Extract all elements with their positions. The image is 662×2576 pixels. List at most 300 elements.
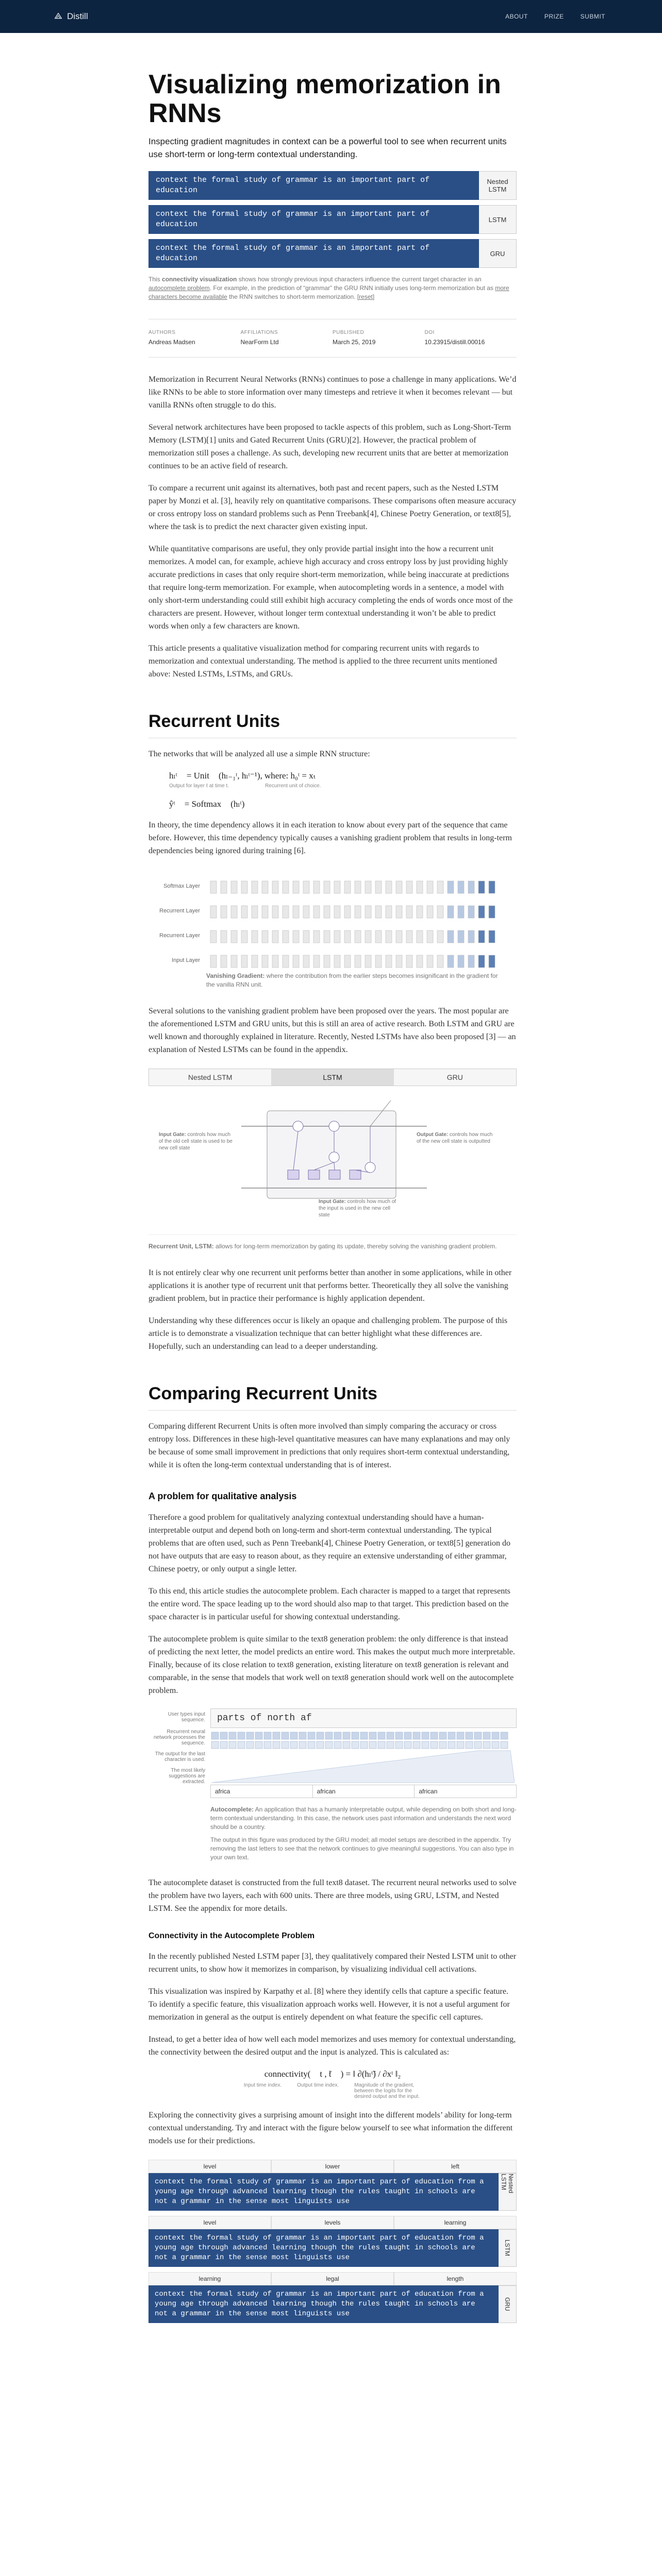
network-cell xyxy=(211,1741,219,1749)
network-cell xyxy=(255,1732,262,1739)
author-name[interactable]: Andreas Madsen xyxy=(148,338,195,346)
grid-cell xyxy=(478,906,485,918)
grid-cell xyxy=(334,955,340,968)
autocomplete-caption xyxy=(210,1805,517,1832)
tab-lstm[interactable]: LSTM xyxy=(271,1069,393,1086)
connectivity-equation xyxy=(148,2069,517,2099)
grid-cell xyxy=(365,930,371,943)
suggestion-head[interactable]: level xyxy=(148,2216,271,2229)
caption-bold: Vanishing Gradient: xyxy=(206,972,265,979)
tab-nested-lstm[interactable]: Nested LSTM xyxy=(149,1069,271,1086)
grid-cell xyxy=(324,881,330,893)
grid-cell xyxy=(437,955,443,968)
grid-cell xyxy=(417,881,423,893)
grid-cell xyxy=(489,906,495,918)
network-cell xyxy=(457,1732,464,1739)
grid-cell xyxy=(458,906,464,918)
grid-cell xyxy=(262,881,268,893)
grid-cell xyxy=(283,906,289,918)
network-cell xyxy=(369,1741,376,1749)
layer-label: Input Layer xyxy=(171,957,200,963)
network-cell xyxy=(369,1732,376,1739)
caption-text: allows for long-term memorization by gating its update, thereby solving the vanishing gradient problem. xyxy=(213,1243,497,1250)
published-date: March 25, 2019 xyxy=(333,338,376,346)
intro-paragraph: This article presents a qualitative visualization method for comparing recurrent units with regards to memorization and contextual understanding. The method is applied to the three recurrent units mentioned above: Nested LSTMs, LSTMs, and GRUs. xyxy=(148,644,497,679)
grid-cell xyxy=(458,881,464,893)
grid-cell xyxy=(468,881,474,893)
conn-eq-lhs: connectivity( xyxy=(264,2069,311,2079)
nav-submit[interactable]: SUBMIT xyxy=(580,13,605,20)
logo[interactable] xyxy=(54,11,88,22)
conn-row-label xyxy=(499,2173,517,2211)
caption-text: shows how strongly previous input characters influence the current target character in an xyxy=(237,276,482,283)
grid-cell xyxy=(344,955,351,968)
network-cell xyxy=(211,1732,219,1739)
conn-sentence[interactable]: context the formal study of grammar is an important part of education from a young age through advanced learning though the rules taught in schools are not a grammar in the sense most linguists use xyxy=(148,2229,499,2267)
grid-cell xyxy=(406,955,412,968)
network-cell xyxy=(439,1732,446,1739)
grid-cell xyxy=(221,955,227,968)
grid-cell xyxy=(396,930,402,943)
grid-cell xyxy=(355,881,361,893)
top-nav xyxy=(0,0,662,33)
grid-cell xyxy=(365,906,371,918)
grid-cell xyxy=(468,930,474,943)
nav-about[interactable]: ABOUT xyxy=(505,13,528,20)
network-cell xyxy=(378,1732,385,1739)
caption-bold: Autocomplete: xyxy=(210,1806,254,1813)
network-cell xyxy=(229,1732,236,1739)
grid-cell xyxy=(252,955,258,968)
layer-label: Recurrent Layer xyxy=(159,933,200,939)
network-cell xyxy=(273,1732,280,1739)
nav-links xyxy=(505,13,605,20)
grid-cell xyxy=(375,955,382,968)
network-cell xyxy=(238,1741,245,1749)
grid-cell xyxy=(324,906,330,918)
grid-cell xyxy=(386,881,392,893)
suggestion[interactable]: african xyxy=(313,1785,415,1798)
caption-link-autocomplete[interactable]: autocomplete problem xyxy=(148,284,210,292)
conn-eq-args: t , ̃t xyxy=(320,2069,332,2079)
grid-cell xyxy=(355,906,361,918)
hero-sentence[interactable]: context the formal study of grammar is an important part of education xyxy=(148,205,479,234)
grid-cell xyxy=(448,930,454,943)
paragraph: Understanding why these differences occur is likely an opaque and challenging problem. The purpose of this article is to demonstrate a visualization technique that can better highlight what these differences are. Hopefully, such an understanding can lead to a deeper understanding. xyxy=(148,1316,508,1351)
grid-cell xyxy=(293,930,299,943)
caption-text: where the contribution from the earlier steps becomes insignificant in the gradient for the vanilla RNN unit. xyxy=(206,972,498,988)
grid-cell xyxy=(241,881,247,893)
grid-cell xyxy=(231,930,237,943)
network-cell xyxy=(492,1741,499,1749)
grid-cell xyxy=(293,955,299,968)
grid-cell xyxy=(283,881,289,893)
network-cell xyxy=(395,1741,403,1749)
affiliation[interactable]: NearForm Ltd xyxy=(240,338,279,346)
grid-cell xyxy=(313,955,320,968)
network-cell xyxy=(448,1741,455,1749)
grid-cell xyxy=(210,955,217,968)
conn-label-text: LSTM xyxy=(504,2240,511,2257)
suggestion-head[interactable]: left xyxy=(394,2160,517,2173)
grid-cell xyxy=(231,906,237,918)
network-cell xyxy=(325,1732,333,1739)
network-cell xyxy=(282,1741,289,1749)
paragraph: To this end, this article studies the autocomplete problem. Each character is mapped to a target that represents the entire word. The space leading up to the word should also map to that target. This prediction based on the space character is in particular useful for showing contextual understanding. xyxy=(148,1587,510,1621)
step-note: The output for the last character is used. xyxy=(155,1751,205,1762)
grid-cell xyxy=(427,930,433,943)
hero-row[interactable] xyxy=(148,239,517,268)
network-cell xyxy=(492,1732,499,1739)
network-cell xyxy=(308,1741,315,1749)
grid-cell xyxy=(303,955,309,968)
hero-row-label: Nested LSTM xyxy=(479,171,517,200)
subsection-heading-connectivity: Connectivity in the Autocomplete Problem xyxy=(148,1931,315,1940)
caption-text: This xyxy=(148,276,162,283)
paragraph: The autocomplete problem is quite similar to the text8 generation problem: the only difference is that instead of predicting the next letter, the model predicts an entire word. This makes the output much more interpretable. Finally, because of its close relation to text8 generation, existing literature on text8 generation is relevant and comparable, in the sense that models that work well on text8 generation should work well on the autocomplete problem. xyxy=(148,1635,515,1695)
suggestion-head[interactable]: lower xyxy=(271,2160,394,2173)
grid-cell xyxy=(241,955,247,968)
hero-figure xyxy=(148,171,517,301)
vanishing-gradient-figure[interactable] xyxy=(148,868,517,991)
grid-cell xyxy=(293,906,299,918)
step-note: The most likely suggestions are extracted. xyxy=(169,1768,205,1785)
network-cell xyxy=(308,1732,315,1739)
conn-row-label xyxy=(499,2229,517,2267)
conn-sentence[interactable]: context the formal study of grammar is an important part of education from a young age through advanced learning though the rules taught in schools are not a grammar in the sense most linguists use xyxy=(148,2285,499,2323)
grid-cell xyxy=(221,930,227,943)
autocomplete-steps xyxy=(148,1708,210,1862)
network-cell xyxy=(395,1732,403,1739)
network-cell xyxy=(290,1741,297,1749)
suggestion-head[interactable]: level xyxy=(148,2160,271,2173)
grid-cell xyxy=(334,906,340,918)
caption-bold: Recurrent Unit, LSTM: xyxy=(148,1243,214,1250)
grid-cell xyxy=(417,955,423,968)
hero-sentence[interactable]: context the formal study of grammar is an important part of education xyxy=(148,171,479,200)
paragraph: In the recently published Nested LSTM paper [3], they qualitatively compared their Nested LSTM unit to other recurrent units, to show how it memorizes in comparison, by visualizing individual cell activations. xyxy=(148,1952,517,1974)
grid-cell xyxy=(468,955,474,968)
step-note: Recurrent neural network processes the sequence. xyxy=(153,1729,205,1746)
network-cell xyxy=(299,1741,306,1749)
grid-cell xyxy=(437,930,443,943)
network-cell xyxy=(220,1741,227,1749)
grid-cell xyxy=(272,955,278,968)
grid-cell xyxy=(221,906,227,918)
network-cell xyxy=(439,1741,446,1749)
grid-cell xyxy=(489,881,495,893)
hero-row[interactable] xyxy=(148,205,517,234)
suggestion-heads xyxy=(148,2216,517,2229)
lstm-output-gate-note xyxy=(417,1131,494,1145)
network-cell xyxy=(387,1741,394,1749)
grid-cell xyxy=(231,955,237,968)
network-cell xyxy=(422,1741,429,1749)
eq1-note-unit: Recurrent unit of choice. xyxy=(265,783,321,789)
network-cell xyxy=(466,1741,473,1749)
network-cell xyxy=(404,1732,411,1739)
suggestion-fan xyxy=(211,1751,515,1783)
grid-cell xyxy=(313,906,320,918)
grid-cell xyxy=(375,930,382,943)
conn-row xyxy=(148,2229,517,2267)
network-cell xyxy=(501,1741,508,1749)
suggestion-heads xyxy=(148,2272,517,2285)
grid-cell xyxy=(303,881,309,893)
grid-cell xyxy=(252,930,258,943)
grid-cell xyxy=(272,906,278,918)
grid-cell xyxy=(221,881,227,893)
grid-cell xyxy=(252,906,258,918)
caption-text: . For example, in the prediction of “grammar” the GRU RNN initially uses long-term memorization but as xyxy=(209,284,495,292)
network-cell xyxy=(360,1732,368,1739)
grid-cell xyxy=(344,881,351,893)
conn-row-label xyxy=(499,2285,517,2323)
layer-label: Softmax Layer xyxy=(163,883,200,889)
grid-cell xyxy=(396,906,402,918)
grid-cell xyxy=(262,955,268,968)
conn-row xyxy=(148,2285,517,2323)
conn-note-input: Input time index. xyxy=(243,2082,282,2088)
grid-cell xyxy=(262,906,268,918)
network-cell xyxy=(246,1732,254,1739)
paragraph: The autocomplete dataset is constructed from the full text8 dataset. The recurrent neural networks used to solve the problem have two layers, each with 600 units. There are three models, using GRU, LSTM, and Nested LSTM. See the appendix for more details. xyxy=(148,1878,517,1913)
hero-sentence[interactable]: context the formal study of grammar is an important part of education xyxy=(148,239,479,268)
network-cell xyxy=(501,1732,508,1739)
paragraph: Several solutions to the vanishing gradient problem have been proposed over the years. The most popular are the aforementioned LSTM and GRU units, but this is still an area of active research. Both LSTM and GRU are well known and thoroughly explained in literature. Recently, Nested LSTMs have also been proposed [3] — an explanation of Nested LSTMs can be found in the appendix. xyxy=(148,1007,516,1054)
grid-cell xyxy=(396,955,402,968)
network-cell xyxy=(325,1741,333,1749)
section-heading-comparing: Comparing Recurrent Units xyxy=(148,1384,517,1411)
lstm-forget-gate-note xyxy=(319,1198,401,1218)
conn-eq-rhs: ) = ‖ ∂(hₗᵗ̃) / ∂xᵗ ‖₂ xyxy=(340,2069,401,2079)
grid-cell xyxy=(252,881,258,893)
lstm-diagram xyxy=(148,1090,517,1235)
suggestion-heads xyxy=(148,2160,517,2173)
conn-label-text: GRU xyxy=(504,2297,511,2311)
network-cell xyxy=(343,1732,350,1739)
eq1-lhs: hₗᵗ xyxy=(169,771,177,781)
network-cell xyxy=(264,1741,271,1749)
intro-paragraph: Memorization in Recurrent Neural Networks (RNNs) continues to pose a challenge in many applications. We’d like RNNs to be able to store information over many timesteps and retrieve it when it becomes relevant — but vanilla RNNs often struggle to do this. xyxy=(148,375,517,410)
intro-paragraph: Several network architectures have been proposed to tackle aspects of this problem, such as Long-Short-Term Memory (LSTM)[1] units and Gated Recurrent Units (GRU)[2]. However, the practical problem of memorization still poses a challenge. As such, developing new recurrent units that are better at memorization continues to be an active field of research. xyxy=(148,423,511,470)
caption-text: An application that has a humanly interpretable output, while depending on both short and long-term contextual understanding. In this case, the network uses past information and understands the next word should be a country. xyxy=(210,1806,517,1831)
note-text: controls how much of the new cell state is outputted xyxy=(417,1132,493,1144)
network-cell xyxy=(457,1741,464,1749)
doi-value[interactable]: 10.23915/distill.00016 xyxy=(424,338,485,346)
grid-cell xyxy=(478,930,485,943)
network-cell xyxy=(317,1741,324,1749)
grid-cell xyxy=(355,930,361,943)
reset-link[interactable]: [reset] xyxy=(357,293,375,300)
rnn-equation xyxy=(148,771,517,809)
grid-cell xyxy=(427,881,433,893)
paragraph: It is not entirely clear why one recurrent unit performs better than another in some applications, while in other applications it is another type of recurrent unit that performs better. Theoretically they all solve the vanishing gradient problem, but in practice their performance is highly application dependent. xyxy=(148,1268,512,1303)
note-text: controls how much of the old cell state is used to be new cell state xyxy=(159,1132,233,1151)
network-cell xyxy=(387,1732,394,1739)
grid-cell xyxy=(448,955,454,968)
network-cell xyxy=(466,1732,473,1739)
grid-cell xyxy=(334,930,340,943)
autocomplete-figure xyxy=(148,1708,517,1862)
conn-note-gradient: Magnitude of the gradient, between the logits for the desired output and the input. xyxy=(354,2082,420,2099)
grid-cell xyxy=(406,906,412,918)
suggestion-head[interactable]: learning xyxy=(394,2216,517,2229)
grid-cell xyxy=(375,881,382,893)
network-cell xyxy=(220,1732,227,1739)
autocomplete-caption-2: The output in this figure was produced by the GRU model; all model setups are described in the appendix. Try removing the last letters to see that the network continues to give meaningful suggestions. You can also type in your own text. xyxy=(210,1836,514,1861)
grid-cell xyxy=(303,906,309,918)
note-bold: Input Gate: xyxy=(319,1199,346,1205)
network-cell xyxy=(483,1732,490,1739)
autocomplete-main xyxy=(210,1708,517,1862)
grid-cell xyxy=(458,930,464,943)
caption-text: the RNN switches to short-term memorization. xyxy=(227,293,357,300)
paragraph: The networks that will be analyzed all use a simple RNN structure: xyxy=(148,750,370,758)
network-cell xyxy=(431,1741,438,1749)
grid-cell xyxy=(489,955,495,968)
conn-note-output: Output time index. xyxy=(297,2082,339,2088)
paragraph: In theory, the time dependency allows it in each iteration to know about every part of the sequence that came before. However, this time dependency typically causes a vanishing gradient problem that results in long-term dependencies being ignored during training [6]. xyxy=(148,821,512,855)
grid-cell xyxy=(231,881,237,893)
network-cell xyxy=(334,1741,341,1749)
tab-gru[interactable]: GRU xyxy=(394,1069,516,1086)
gradient-grid xyxy=(206,875,516,973)
grid-cell xyxy=(437,881,443,893)
eq1-args: (hₗ₋₁ᵗ, hₗᵗ⁻¹), where: h₀ᵗ = xₜ xyxy=(218,771,316,781)
byline xyxy=(148,319,517,358)
autocomplete-input[interactable]: parts of north af xyxy=(210,1708,517,1728)
grid-cell xyxy=(489,930,495,943)
affiliations-heading: AFFILIATIONS xyxy=(240,330,278,335)
grid-cell xyxy=(241,906,247,918)
layer-label: Recurrent Layer xyxy=(159,908,200,914)
network-cell xyxy=(474,1732,482,1739)
network-cell xyxy=(264,1732,271,1739)
grid-cell xyxy=(417,906,423,918)
page-title: Visualizing memorization in RNNs xyxy=(148,70,501,128)
grid-cell xyxy=(448,881,454,893)
grid-cell xyxy=(437,906,443,918)
subsection-heading: A problem for qualitative analysis xyxy=(148,1491,297,1501)
grid-cell xyxy=(272,930,278,943)
note-text: controls how much of the input is used in the new cell state xyxy=(319,1199,396,1218)
grid-cell xyxy=(365,881,371,893)
eq2-lhs: ŷᵗ xyxy=(169,799,175,809)
grid-cell xyxy=(313,881,320,893)
section-heading-recurrent-units: Recurrent Units xyxy=(148,711,517,738)
note-bold: Output Gate: xyxy=(417,1132,449,1138)
suggestion-head[interactable]: legal xyxy=(271,2272,394,2285)
network-cell xyxy=(483,1741,490,1749)
authors-heading: AUTHORS xyxy=(148,330,176,335)
grid-cell xyxy=(344,906,351,918)
grid-cell xyxy=(375,906,382,918)
connectivity-figure xyxy=(148,2160,517,2323)
page-subtitle: Inspecting gradient magnitudes in context can be a powerful tool to see when recurrent units use short-term or long-term contextual understanding. xyxy=(148,137,507,159)
eq1-note-output: Output for layer ℓ at time t. xyxy=(169,783,229,789)
step-note: User types input sequence. xyxy=(168,1711,205,1723)
network-cell xyxy=(334,1732,341,1739)
hero-row[interactable] xyxy=(148,171,517,200)
intro-paragraph: To compare a recurrent unit against its alternatives, both past and recent papers, such as the Nested LSTM paper by Monzi et al. [3], heavily rely on quantitative comparisons. These comparisons often measure accuracy or cross entropy loss on standard problems such as Penn Treebank[4], Chinese Poetry Generation, or text8[5], where the task is to predict the next character given existing input. xyxy=(148,484,517,531)
suggestion[interactable]: africa xyxy=(211,1785,313,1798)
hero-row-label: LSTM xyxy=(479,205,517,234)
network-cell xyxy=(431,1732,438,1739)
conn-sentence[interactable]: context the formal study of grammar is an important part of education from a young age through advanced learning though the rules taught in schools are not a grammar in the sense most linguists use xyxy=(148,2173,499,2211)
grid-cell xyxy=(293,881,299,893)
nav-prize[interactable]: PRIZE xyxy=(544,13,564,20)
network-cell xyxy=(317,1732,324,1739)
eq2-rhs: = Softmax xyxy=(184,799,222,809)
suggestion-head[interactable]: learning xyxy=(148,2272,271,2285)
grid-cell xyxy=(448,906,454,918)
eq2-args: (hₗᵗ) xyxy=(230,799,245,809)
paragraph: Therefore a good problem for qualitatively analyzing contextual understanding should have a human-interpretable output and depend both on long-term and short-term contextual understanding. The typical problems that are often used, such as Penn Treebank[4], Chinese Poetry Generation, or text8[5] generation do not have outputs that are easy to reason about, as they require an extensive understanding of either grammar, Chinese poetry, or only output a single letter. xyxy=(148,1513,511,1573)
grid-cell xyxy=(283,930,289,943)
network-cell xyxy=(360,1741,368,1749)
distill-logo-icon xyxy=(54,12,63,21)
note-bold: Input Gate: xyxy=(159,1132,186,1138)
grid-cell xyxy=(241,930,247,943)
network-cell xyxy=(290,1732,297,1739)
network-cell xyxy=(343,1741,350,1749)
network-cell xyxy=(422,1732,429,1739)
grid-cell xyxy=(355,955,361,968)
grid-cell xyxy=(468,906,474,918)
network-cell xyxy=(255,1741,262,1749)
vanishing-caption xyxy=(206,972,505,989)
eq1-rhs: = Unit xyxy=(186,771,209,781)
grid-cell xyxy=(324,955,330,968)
grid-cell xyxy=(417,930,423,943)
grid-cell xyxy=(210,930,217,943)
caption-link-more-chars[interactable]: more characters become available xyxy=(148,284,509,300)
suggestion-head[interactable]: levels xyxy=(271,2216,394,2229)
network-cell xyxy=(413,1732,420,1739)
network-cell xyxy=(448,1732,455,1739)
doi-heading: DOI xyxy=(424,330,435,335)
lstm-caption xyxy=(148,1242,517,1251)
conn-label-text: Nested LSTM xyxy=(500,2174,515,2194)
published-heading: PUBLISHED xyxy=(333,330,365,335)
grid-cell xyxy=(478,881,485,893)
suggestion-head[interactable]: length xyxy=(394,2272,517,2285)
paragraph: This visualization was inspired by Karpathy et al. [8] where they identify cells that capture a specific feature. To identify a specific feature, this visualization approach works well. However, it is not a useful argument for memorization in general as the output is entirely dependent on what feature the specific cell captures. xyxy=(148,1987,510,2022)
grid-cell xyxy=(324,930,330,943)
network-cell xyxy=(229,1741,236,1749)
grid-cell xyxy=(458,955,464,968)
grid-cell xyxy=(427,955,433,968)
intro-paragraph: While quantitative comparisons are useful, they only provide partial insight into the how a recurrent unit memorizes. A model can, for example, achieve high accuracy and cross entropy loss by just providing highly accurate predictions in cases that only require short-term memorization, while being inaccurate at predictions that require long-term memorization. For example, when autocompleting words in a sentence, a model with only short-term understanding could still exhibit high accuracy completing the ends of words once most of the characters are present. However, without longer term contextual understanding it won’t be able to predict words when only a few characters are known. xyxy=(148,545,513,631)
paragraph: Exploring the connectivity gives a surprising amount of insight into the different models’ ability for long-term contextual understanding. Try and interact with the figure below yourself to see what information the different models use for their predictions. xyxy=(148,2111,513,2145)
network-cell xyxy=(273,1741,280,1749)
network-cell xyxy=(474,1741,482,1749)
grid-cell xyxy=(478,955,485,968)
grid-cell xyxy=(210,906,217,918)
caption-bold: connectivity visualization xyxy=(162,276,237,283)
logo-text: Distill xyxy=(67,11,88,21)
grid-cell xyxy=(313,930,320,943)
network-cell xyxy=(238,1732,245,1739)
grid-cell xyxy=(262,930,268,943)
grid-cell xyxy=(386,930,392,943)
grid-cell xyxy=(272,881,278,893)
network-cell xyxy=(299,1732,306,1739)
hero-caption xyxy=(148,275,517,301)
suggestion[interactable]: african xyxy=(419,1788,438,1795)
grid-cell xyxy=(303,930,309,943)
